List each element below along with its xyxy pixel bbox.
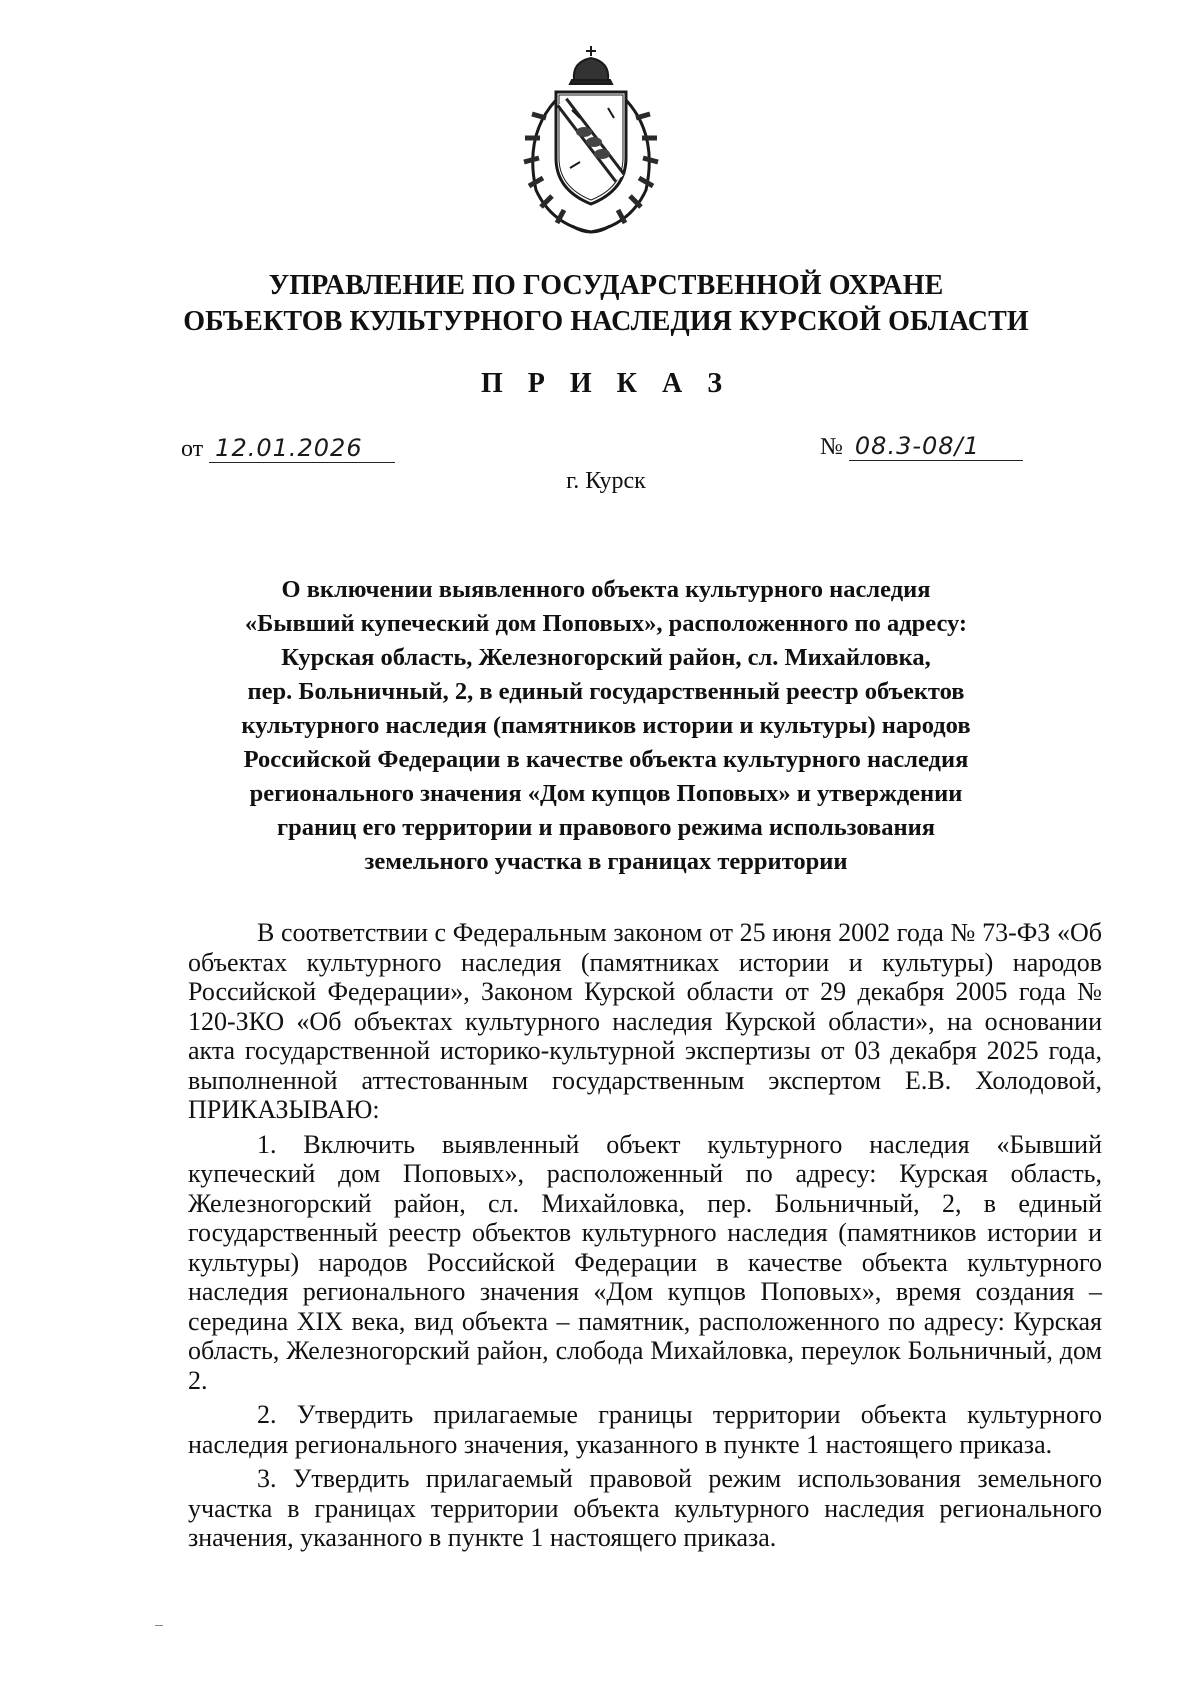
order-number — [820, 432, 1023, 461]
kursk-coat-of-arms-icon — [512, 40, 670, 240]
agency-name — [0, 268, 1200, 340]
order-date — [181, 434, 395, 463]
order-body — [188, 918, 1102, 1553]
subject-line: Российской Федерации в качестве объекта культурного наследия — [243, 746, 969, 773]
city: г. Курск — [566, 468, 646, 494]
date-value: 12.01.2026 — [209, 434, 395, 463]
preamble-paragraph: В соответствии с Федеральным законом от 25 июня 2002 года № 73-ФЗ «Об объектах культурного наследия (памятниках истории и культуры) народов Российской Федерации», Законом Курской области от 29 декабря 2005 года № 120-ЗКО «Об объектах культурного наследия Курской области», на основании акта государственной историко-культурной экспертизы от 03 декабря 2025 года, выполненной аттестованным государственным экспертом Е.В. Холодовой, ПРИКАЗЫВАЮ: — [188, 918, 1102, 1124]
agency-name-line-2: ОБЪЕКТОВ КУЛЬТУРНОГО НАСЛЕДИЯ КУРСКОЙ ОБЛАСТИ — [183, 306, 1029, 337]
document-type-title: П Р И К А З — [481, 368, 731, 399]
order-item: 3. Утвердить прилагаемый правовой режим использования земельного участка в границах территории объекта культурного наследия регионального значения, указанного в пункте 1 настоящего приказа. — [188, 1464, 1102, 1552]
subject-line: Курская область, Железногорский район, сл. Михайловка, — [281, 644, 931, 671]
order-item: 1. Включить выявленный объект культурного наследия «Бывший купеческий дом Поповых», расположенный по адресу: Курская область, Железногорский район, сл. Михайловка, пер. Больничный, 2, в единый государственный реестр объектов культурного наследия (памятников истории и культуры) народов Российской Федерации в качестве объекта культурного наследия регионального значения «Дом купцов Поповых», время создания – середина XIX века, вид объекта – памятник, расположенного по адресу: Курская область, Железногорский район, слобода Михайловка, переулок Больничный, дом 2. — [188, 1129, 1102, 1395]
subject-line: земельного участка в границах территории — [364, 848, 848, 875]
order-item: 2. Утвердить прилагаемые границы территории объекта культурного наследия регионального значения, указанного в пункте 1 настоящего приказа. — [188, 1400, 1102, 1459]
order-subject — [200, 573, 1012, 879]
subject-line: О включении выявленного объекта культурного наследия — [281, 576, 931, 603]
subject-line: «Бывший купеческий дом Поповых», расположенного по адресу: — [244, 610, 968, 637]
scan-mark — [155, 1625, 163, 1626]
subject-line: культурного наследия (памятников истории и культуры) народов — [241, 712, 971, 739]
date-prefix: от — [181, 436, 204, 462]
number-prefix: № — [820, 434, 843, 460]
subject-line: границ его территории и правового режима использования — [277, 814, 935, 841]
subject-line: пер. Больничный, 2, в единый государственный реестр объектов — [247, 678, 965, 705]
number-value: 08.3-08/1 — [849, 432, 1023, 461]
agency-name-line-1: УПРАВЛЕНИЕ ПО ГОСУДАРСТВЕННОЙ ОХРАНЕ — [268, 270, 944, 301]
subject-line: регионального значения «Дом купцов Поповых» и утверждении — [249, 780, 963, 807]
